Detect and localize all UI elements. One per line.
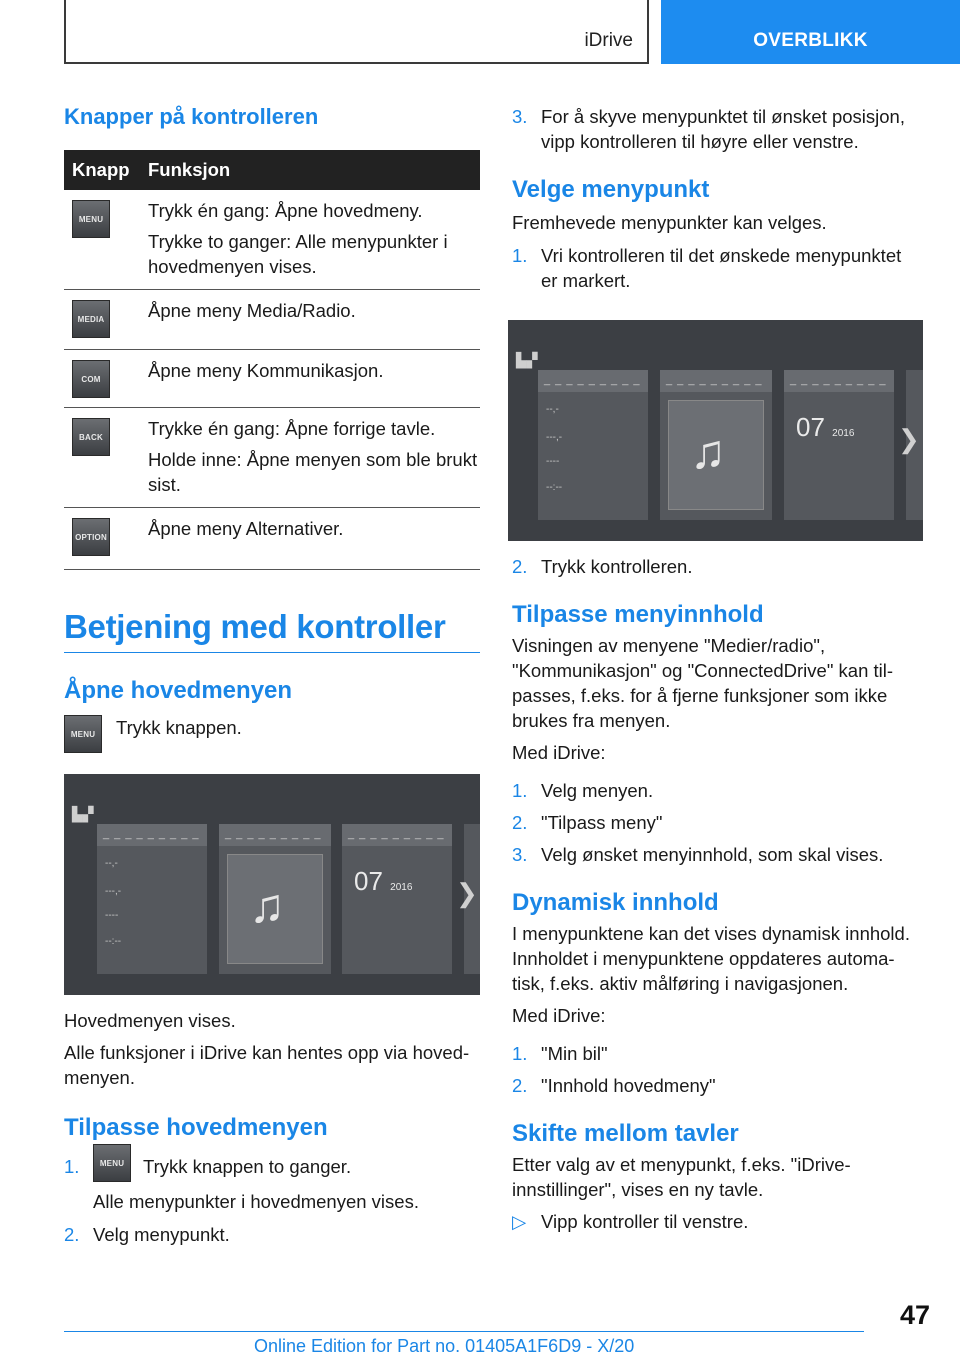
tile-bar: _ _ _ _ _ _ _ _ _ — [784, 370, 894, 392]
table-row — [64, 190, 480, 290]
open-menu-title: Åpne hovedmenyen — [64, 677, 293, 704]
customize-content-with: Med iDrive: — [512, 742, 606, 763]
page-number: 47 — [899, 1300, 930, 1330]
menu-button-icon: MENU — [64, 715, 102, 753]
row-text: Trykk én gang: Åpne hovedmeny. — [148, 200, 423, 221]
row-text: Åpne meny Kommunikasjon. — [148, 360, 384, 381]
footer-rule — [64, 1331, 864, 1332]
header-section-box — [64, 0, 649, 64]
dynamic-with: Med iDrive: — [512, 1005, 606, 1026]
step-text: Velg ønsket menyinnhold, som skal vises. — [541, 844, 884, 865]
tile-bar: _ _ _ _ _ _ _ _ _ — [342, 824, 452, 846]
tile-row: ---- — [105, 910, 119, 921]
date-display — [354, 866, 412, 897]
footer-edition: Online Edition for Part no. 01405A1F6D9 - X/20 — [254, 1336, 635, 1356]
step-text: "Min bil" — [541, 1043, 608, 1064]
date-big: 07 — [354, 866, 383, 896]
customize-content-intro: Visningen av menyene "Medier/radio", "Kommunikasjon" og "ConnectedDrive" kan til‐passes, f.eks. for å fjerne funksjoner som ikke brukes fra menyen. — [512, 635, 894, 731]
row-text: Åpne meny Media/Radio. — [148, 300, 356, 321]
open-menu-step — [64, 715, 480, 753]
dynamic-intro: I menypunktene kan det vises dynamisk innhold. Innholdet i menypunktene oppdateres automa‐tisk, f.eks. aktiv målføring i navigasjonen. — [512, 923, 910, 994]
step-number: 1. — [512, 245, 528, 266]
menu-tile-vehicle — [97, 824, 207, 974]
right-column — [512, 104, 922, 293]
switch-intro: Etter valg av et menypunkt, f.eks. "iDrive-innstillinger", vises en ny tavle. — [512, 1154, 851, 1200]
option-button-icon: OPTION — [72, 518, 110, 556]
tile-bar: _ _ _ _ _ _ _ _ _ — [97, 824, 207, 846]
step-number: 1. — [512, 780, 528, 801]
back-button-icon: BACK — [72, 418, 110, 456]
tile-row: ---,- — [546, 432, 563, 443]
buttons-table — [64, 150, 480, 570]
step-text: Vri kontrolleren til det ønskede menypunktet er markert. — [541, 245, 902, 291]
table-row — [64, 350, 480, 408]
dynamic-title: Dynamisk innhold — [512, 889, 719, 916]
list-item — [64, 1222, 480, 1247]
step-text: Velg menypunkt. — [93, 1224, 230, 1245]
step-number: 3. — [512, 844, 528, 865]
step-number: 1. — [512, 1043, 528, 1064]
idrive-select-item-image — [508, 320, 923, 541]
media-button-icon: MEDIA — [72, 300, 110, 338]
menu-tile-communication — [342, 824, 452, 974]
date-small: 2016 — [390, 882, 413, 893]
step-text: Trykk kontrolleren. — [541, 556, 693, 577]
list-item — [512, 1209, 922, 1234]
tile-bar: _ _ _ _ _ _ _ _ _ — [219, 824, 331, 846]
list-item — [512, 554, 922, 579]
row-text: Åpne meny Alternativer. — [148, 518, 344, 539]
tile-bar: _ _ _ _ _ _ _ _ _ — [538, 370, 648, 392]
select-item-title: Velge menypunkt — [512, 176, 710, 203]
menu-tile-media — [660, 370, 772, 520]
step-text: For å skyve menypunktet til ønsket posisjon, vipp kontrolleren til høyre eller venstre. — [541, 106, 905, 152]
header-section: iDrive — [584, 30, 633, 51]
music-note-icon: ♫ — [690, 426, 726, 479]
car-icon: ▙▞ — [516, 352, 538, 368]
tile-row: ---- — [546, 456, 560, 467]
date-display — [796, 412, 854, 443]
table-header-row — [64, 150, 480, 190]
row-text: Trykke to ganger: Alle menypunkter i hovedmenyen vises. — [148, 231, 448, 277]
col-button-header: Knapp — [64, 150, 140, 190]
step-subtext: Alle menypunkter i hovedmenyen vises. — [93, 1191, 419, 1212]
tile-row: ---,- — [105, 886, 122, 897]
step-number: 2. — [64, 1224, 80, 1245]
table-row — [64, 508, 480, 570]
menu-tile-communication — [784, 370, 894, 520]
menu-tile-vehicle — [538, 370, 648, 520]
car-icon: ▙▞ — [72, 806, 94, 822]
list-item — [512, 1041, 922, 1066]
title-rule — [64, 652, 480, 653]
step-number: 1. — [64, 1156, 80, 1177]
buttons-title: Knapper på kontrolleren — [64, 104, 319, 129]
after-text-2: Alle funksjoner i iDrive kan hentes opp via hoved‐menyen. — [64, 1042, 470, 1088]
after-text-1: Hovedmenyen vises. — [64, 1010, 236, 1031]
tile-row: --:-- — [546, 482, 563, 493]
row-text: Holde inne: Åpne menyen som ble brukt sist. — [148, 449, 478, 495]
step-text: "Innhold hovedmeny" — [541, 1075, 716, 1096]
col-function-header: Funksjon — [140, 150, 480, 190]
right-column-lower — [512, 554, 922, 1234]
step-text: Vipp kontroller til venstre. — [541, 1211, 749, 1232]
select-item-intro: Fremhevede menypunkter kan velges. — [512, 212, 827, 233]
step-text: Trykk knappen to ganger. — [143, 1156, 352, 1177]
tile-row: --,- — [546, 404, 559, 415]
list-item — [512, 1073, 922, 1098]
table-row — [64, 290, 480, 350]
left-column-lower — [64, 1008, 480, 1247]
step-number: 2. — [512, 556, 528, 577]
tile-bar: _ _ _ _ _ _ _ _ _ — [660, 370, 772, 392]
tile-row: --:-- — [105, 936, 122, 947]
switch-title: Skifte mellom tavler — [512, 1120, 739, 1147]
menu-button-icon: MENU — [93, 1144, 131, 1182]
open-menu-text: Trykk knappen. — [116, 717, 242, 738]
customize-content-title: Tilpasse menyinnhold — [512, 601, 764, 628]
step-number: 2. — [512, 812, 528, 833]
list-item — [512, 104, 922, 154]
music-note-icon: ♫ — [249, 880, 285, 933]
tile-row: --,- — [105, 858, 118, 869]
header-chapter: OVERBLIKK — [753, 30, 868, 51]
step-text: Velg menyen. — [541, 780, 654, 801]
step-text: "Tilpass meny" — [541, 812, 663, 833]
chevron-right-icon: ❯ — [456, 878, 478, 908]
step-number: 2. — [512, 1075, 528, 1096]
operation-title: Betjening med kontroller — [64, 608, 446, 645]
customize-main-title: Tilpasse hovedmenyen — [64, 1114, 328, 1141]
row-text: Trykke én gang: Åpne forrige tavle. — [148, 418, 436, 439]
step-number: 3. — [512, 106, 528, 127]
list-item — [512, 778, 922, 803]
left-column — [64, 104, 480, 753]
menu-button-icon: MENU — [72, 200, 110, 238]
list-item — [64, 1154, 480, 1182]
date-small: 2016 — [832, 428, 855, 439]
idrive-main-menu-image — [64, 774, 480, 995]
chevron-right-icon: ❯ — [898, 424, 920, 454]
triangle-right-icon: ▷ — [512, 1211, 527, 1232]
date-big: 07 — [796, 412, 825, 442]
header-chapter-tab[interactable] — [661, 0, 960, 64]
list-item — [512, 842, 922, 867]
table-row — [64, 408, 480, 508]
list-item — [512, 810, 922, 835]
menu-tile-media — [219, 824, 331, 974]
list-item — [512, 243, 922, 293]
com-button-icon: COM — [72, 360, 110, 398]
